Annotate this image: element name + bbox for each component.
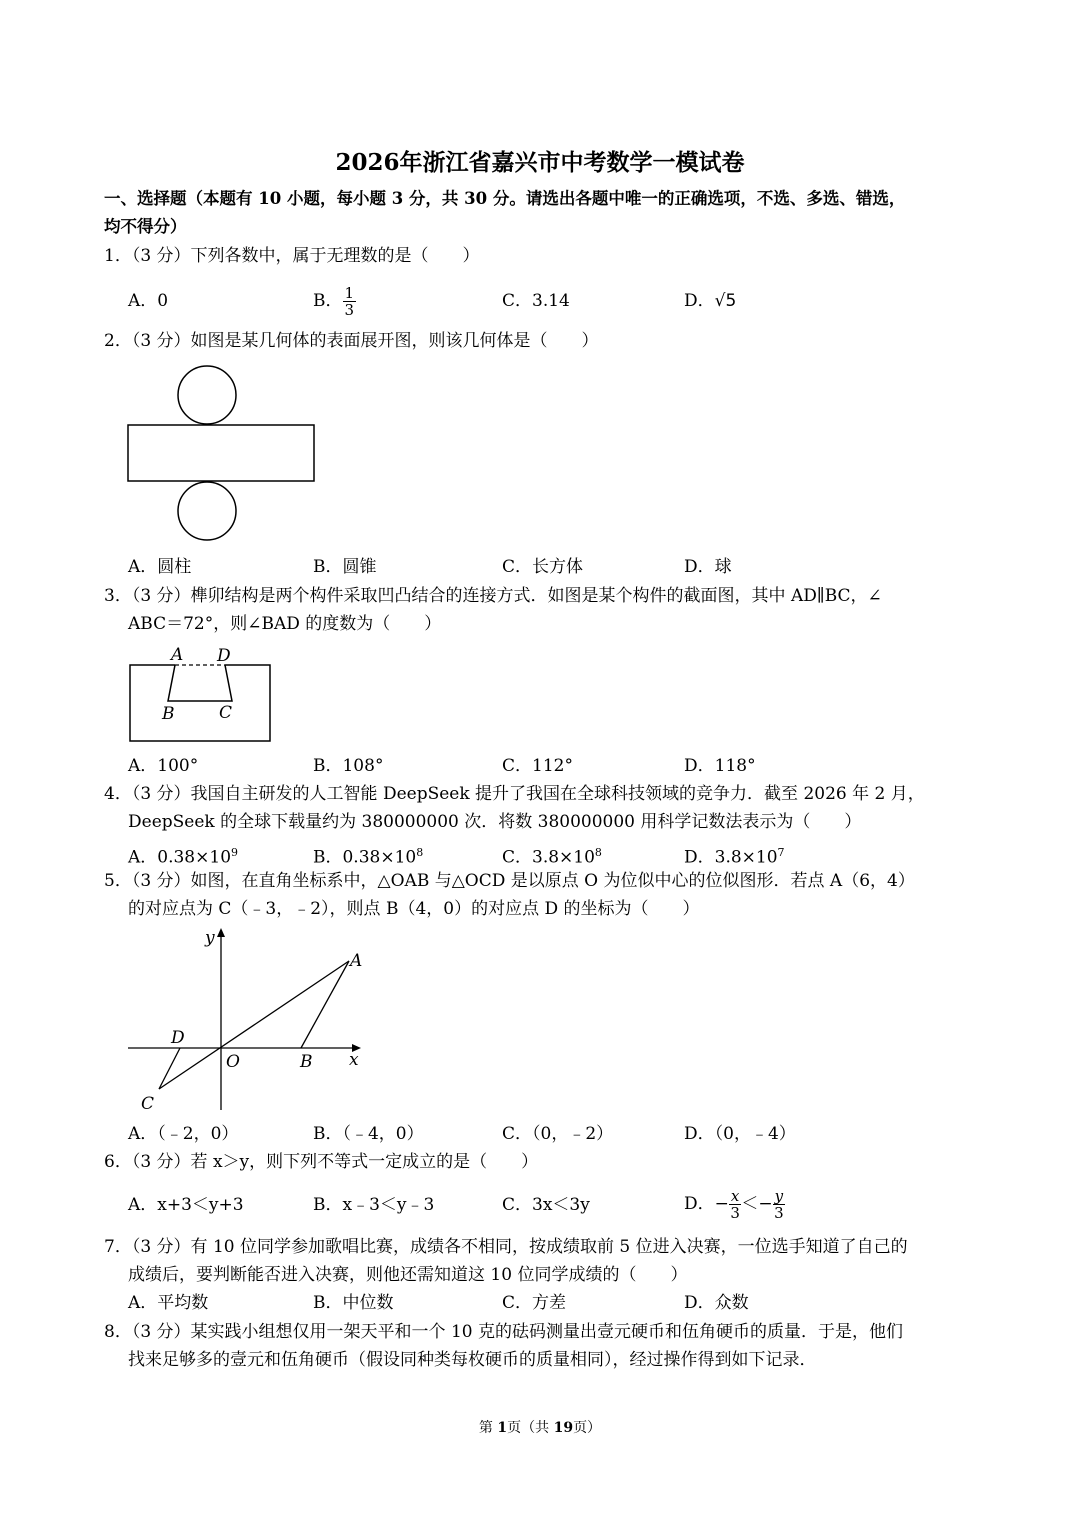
exponent: 9 [231,846,239,859]
q3-option-a: A．100° [128,756,199,776]
q1-option-a: A．0 [128,291,169,311]
q1-option-d-prefix: D． [684,291,715,311]
label-B: B [162,704,175,724]
fraction-y-over-3 [773,1188,785,1221]
q4-option-c [502,842,602,869]
line-CD [159,1048,180,1089]
q4-option-b-text: B．0.38×10 [313,847,417,868]
denominator: 3 [344,301,355,319]
q4-option-b [313,842,423,869]
minus-sign: − [714,1194,729,1214]
q8-stem-line1: 8．（3 分）某实践小组想仅用一架天平和一个 10 克的砝码测量出壹元硬币和伍角硬币的质量．于是，他们 [104,1322,903,1342]
section-header-line2: 均不得分） [104,217,187,236]
q1-stem: 1．（3 分）下列各数中，属于无理数的是（ ） [104,246,480,266]
exponent: 8 [416,846,424,859]
label-A: A [350,951,363,971]
line-AB [301,961,349,1048]
rectangle [128,425,314,481]
label-D: D [217,646,231,666]
page-number: 1 [497,1420,508,1436]
denominator: 3 [774,1204,784,1222]
bottom-circle [178,482,236,540]
label-O: O [226,1052,240,1072]
q2-option-d: D．球 [684,557,732,577]
exponent: 8 [594,846,602,859]
footer-prefix: 第 [478,1420,498,1436]
section-header-line1: 一、选择题（本题有 10 小题，每小题 3 分，共 30 分。请选出各题中唯一的正确选项，不选、多选、错选， [104,189,906,208]
q7-option-c: C．方差 [502,1293,567,1313]
q4-option-a-text: A．0.38×10 [128,847,232,868]
mortise-diagram [125,642,275,746]
q2-option-b: B．圆锥 [313,557,377,577]
q3-option-c: C．112° [502,756,573,776]
less-than-minus: ＜− [741,1194,773,1214]
q5-option-c: C．（0，﹣2） [502,1124,614,1144]
label-x: x [349,1050,359,1070]
q2-option-a: A．圆柱 [128,557,192,577]
q6-option-a: A．x+3＜y+3 [128,1195,244,1215]
q3-stem-line1: 3．（3 分）榫卯结构是两个构件采取凹凸结合的连接方式．如图是某个构件的截面图，其中 AD∥BC，∠ [104,586,882,606]
q4-stem-line2: DeepSeek 的全球下载量约为 380000000 次．将数 380000000 用科学记数法表示为（ ） [128,812,862,832]
q7-stem-line1: 7．（3 分）有 10 位同学参加歌唱比赛，成绩各不相同，按成绩取前 5 位进入决赛，一位选手知道了自己的 [104,1237,908,1257]
q6-option-b: B．x﹣3＜y﹣3 [313,1195,435,1215]
y-axis-arrow [217,928,225,937]
q7-option-a: A．平均数 [128,1293,209,1313]
q5-option-b: B．（﹣4，0） [313,1124,424,1144]
q3-option-b: B．108° [313,756,384,776]
label-y: y [205,928,215,948]
numerator: 1 [344,284,355,302]
q3-stem-line2: ABC＝72°，则∠BAD 的度数为（ ） [128,614,442,634]
sqrt-expression: √5 [714,291,737,311]
q4-option-d [684,842,785,869]
q3-option-d: D．118° [684,756,756,776]
q1-option-c: C．3.14 [502,291,570,311]
q7-stem-line2: 成绩后，要判断能否进入决赛，则他还需知道这 10 位同学成绩的（ ） [128,1265,688,1285]
footer-suffix: 页） [573,1420,602,1436]
q6-option-c: C．3x＜3y [502,1195,590,1215]
q7-option-d: D．众数 [684,1293,749,1313]
numerator: x [730,1187,740,1205]
q2-stem: 2．（3 分）如图是某几何体的表面展开图，则该几何体是（ ） [104,331,599,351]
label-D: D [171,1028,185,1048]
page-title: 2026年浙江省嘉兴市中考数学一模试卷 [335,149,745,176]
q6-stem: 6．（3 分）若 x＞y，则下列不等式一定成立的是（ ） [104,1152,539,1172]
q4-option-a [128,842,238,869]
q4-option-c-text: C．3.8×10 [502,847,595,868]
q8-stem-line2: 找来足够多的壹元和伍角硬币（假设同种类每枚硬币的质量相同），经过操作得到如下记录． [128,1350,817,1370]
q4-stem-line1: 4．（3 分）我国自主研发的人工智能 DeepSeek 提升了我国在全球科技领域的竞争力．截至 2026 年 2 月， [104,784,925,804]
exponent: 7 [777,846,785,859]
outer-frame [130,665,270,741]
q5-stem-line2: 的对应点为 C（﹣3，﹣2），则点 B（4，0）的对应点 D 的坐标为（ ） [128,899,700,919]
label-C: C [219,703,233,723]
q6-option-d [684,1185,785,1223]
fraction-x-over-3 [729,1188,741,1221]
coordinate-diagram [125,925,370,1115]
footer-mid: 页（共 [507,1420,554,1436]
trapezoid [168,665,232,701]
page-footer [0,1417,1080,1437]
label-B: B [300,1052,313,1072]
q7-option-b: B．中位数 [313,1293,394,1313]
q2-option-c: C．长方体 [502,557,584,577]
q1-option-b [313,282,356,320]
numerator: y [774,1187,784,1205]
q5-stem-line1: 5．（3 分）如图，在直角坐标系中，△OAB 与△OCD 是以原点 O 为位似中心的位似图形．若点 A（6，4） [104,871,915,891]
q6-option-d-prefix: D． [684,1194,715,1214]
net-diagram [125,362,320,547]
top-circle [178,366,236,424]
line-CA [159,961,349,1089]
denominator: 3 [730,1204,740,1222]
q4-option-d-text: D．3.8×10 [684,847,778,868]
q5-option-a: A．（﹣2，0） [128,1124,239,1144]
q5-option-d: D．（0，﹣4） [684,1124,796,1144]
fraction [343,285,357,318]
label-C: C [141,1094,155,1114]
label-A: A [171,645,184,665]
q1-option-b-prefix: B． [313,291,343,311]
q1-option-d [684,290,736,312]
total-pages: 19 [553,1420,574,1436]
